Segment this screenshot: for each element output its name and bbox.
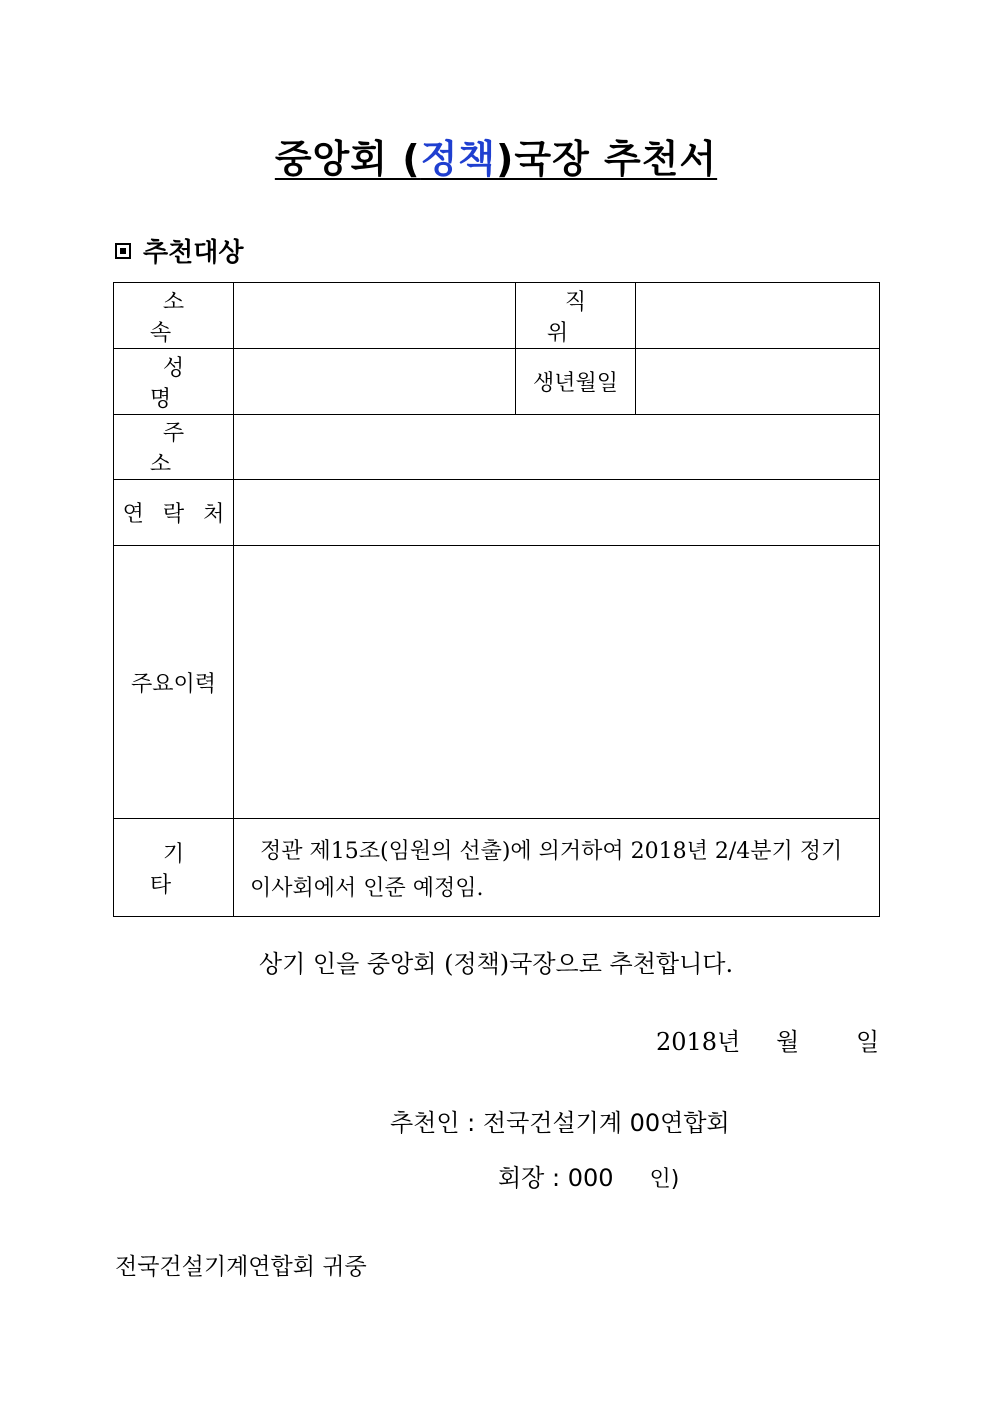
recommender-line: 추천인 : 전국건설기계 00연합회 (390, 1109, 730, 1137)
field-name[interactable] (234, 349, 516, 415)
square-bullet-icon (115, 243, 131, 259)
title-accent: 정책 (420, 137, 496, 181)
date-month: 월 (776, 1028, 800, 1056)
etc-line-1: 정관 제15조(임원의 선출)에 의거하여 2018년 2/4분기 정기 (260, 839, 843, 864)
etc-line-2: 이사회에서 인준 예정임. (250, 876, 484, 901)
row-affiliation (114, 283, 880, 349)
row-address (114, 415, 880, 480)
label-affiliation: 소 속 (114, 283, 234, 349)
chair-label: 회장 : 000 (498, 1164, 614, 1192)
page-title (0, 128, 992, 183)
label-etc: 기 타 (114, 819, 234, 917)
field-contact[interactable] (234, 480, 880, 546)
label-birthdate: 생년월일 (516, 349, 636, 415)
chair-signature-line (498, 1158, 679, 1193)
addressee: 전국건설기계연합회 귀중 (115, 1254, 367, 1280)
date-day: 일 (856, 1028, 880, 1056)
date-year: 2018년 (656, 1028, 741, 1056)
label-name: 성 명 (114, 349, 234, 415)
field-birthdate[interactable] (636, 349, 880, 415)
field-etc[interactable] (234, 819, 880, 917)
label-position: 직 위 (516, 283, 636, 349)
section-heading-label: 추천대상 (143, 238, 244, 268)
row-career (114, 546, 880, 819)
seal-mark: 인) (649, 1167, 680, 1192)
section-heading (115, 232, 243, 269)
label-career: 주요이력 (114, 546, 234, 819)
field-career[interactable] (234, 546, 880, 819)
recommendation-statement: 상기 인을 중앙회 (정책)국장으로 추천합니다. (258, 950, 734, 978)
row-etc (114, 819, 880, 917)
row-contact (114, 480, 880, 546)
title-prefix: 중앙회 ( (274, 137, 421, 181)
label-address: 주 소 (114, 415, 234, 480)
label-contact: 연 락 처 (114, 480, 234, 546)
field-address[interactable] (234, 415, 880, 480)
field-position[interactable] (636, 283, 880, 349)
row-name (114, 349, 880, 415)
field-affiliation[interactable] (234, 283, 516, 349)
recommendation-form-table (113, 282, 880, 917)
title-suffix: )국장 추천서 (496, 137, 718, 181)
